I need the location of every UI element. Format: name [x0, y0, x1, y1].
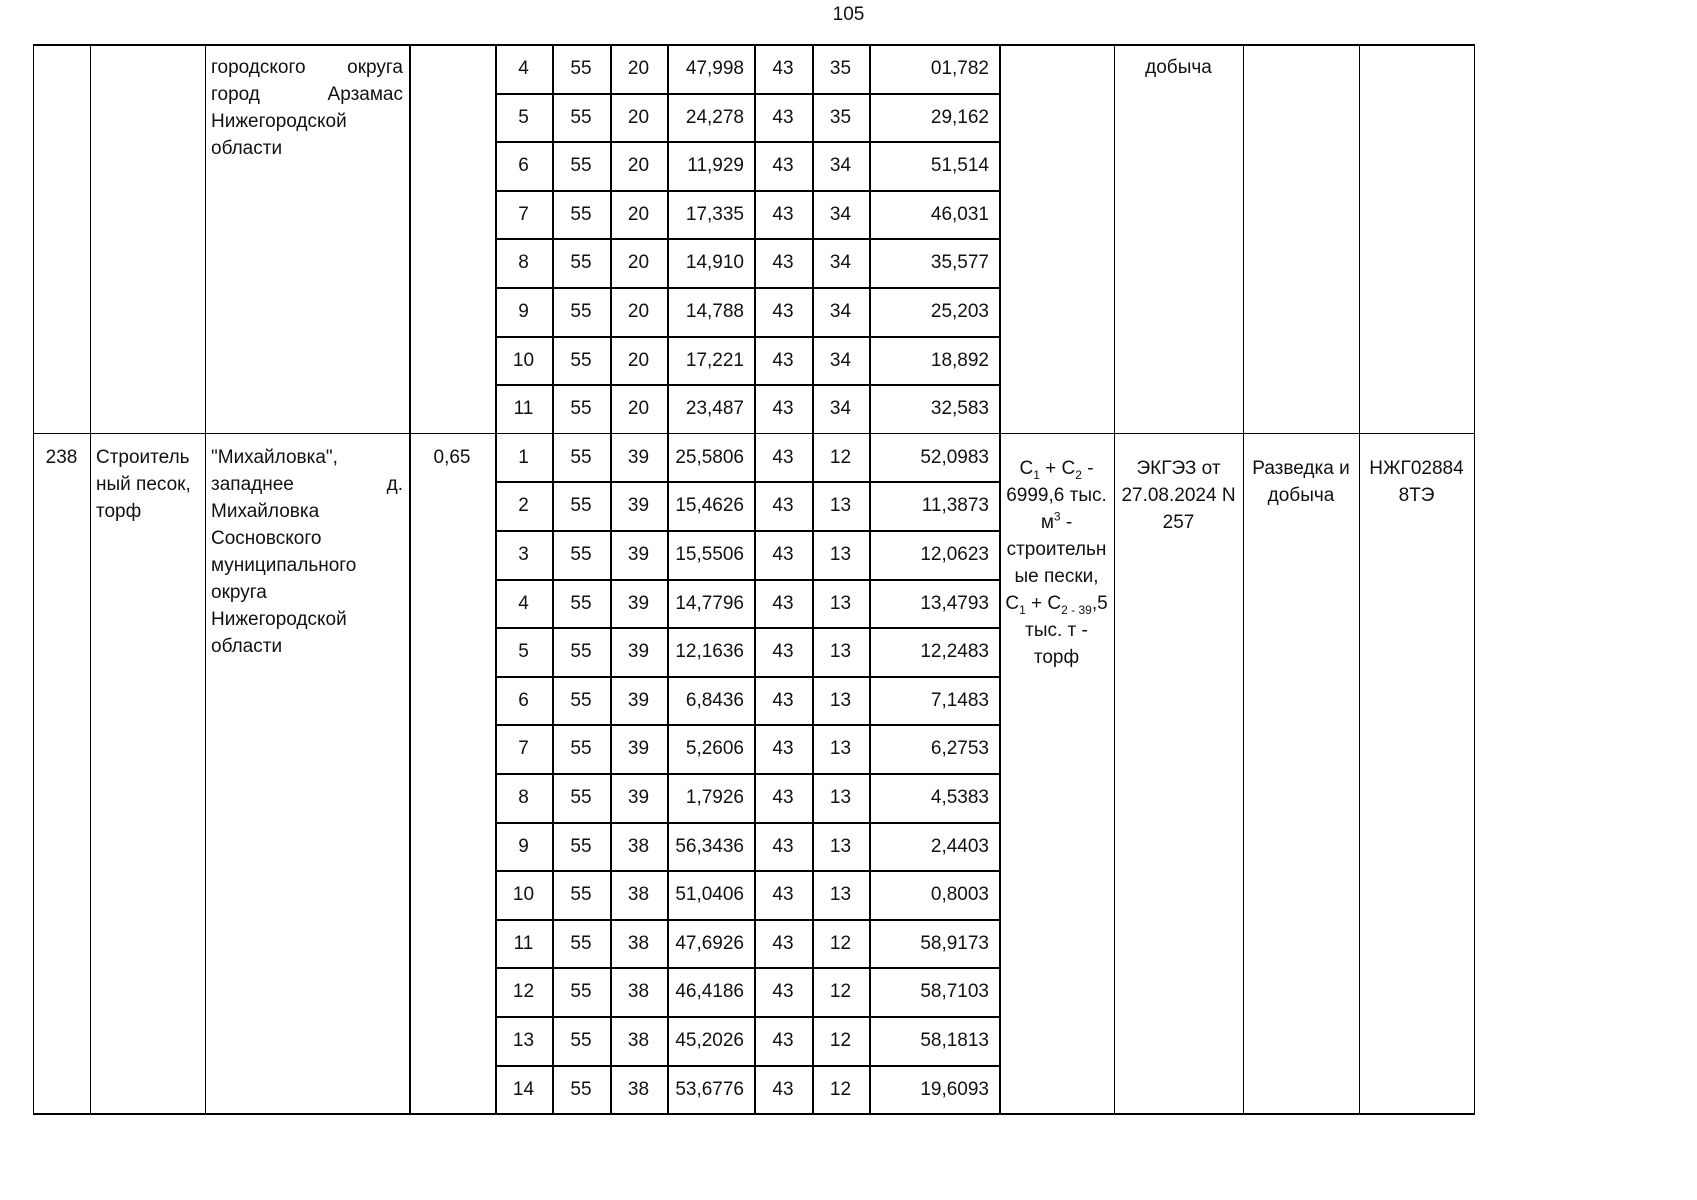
- coordinate-cell: 34: [829, 252, 852, 274]
- coordinate-cell: 43: [772, 301, 794, 322]
- coord-row-line: [495, 967, 999, 969]
- coordinate-cell: 39: [627, 592, 650, 614]
- coord-row-line: [495, 919, 999, 921]
- coordinate-cell: 34: [829, 301, 852, 322]
- mineral-type: Строитель ный песок, торф: [96, 446, 191, 522]
- coordinate-cell: 43: [772, 398, 794, 420]
- coordinate-cell: 55: [570, 544, 592, 565]
- coordinate-cell: 51,514: [930, 155, 989, 177]
- coordinate-cell: 58,7103: [920, 981, 989, 1003]
- coordinate-cell: 43: [772, 349, 794, 371]
- coordinate-cell: 43: [772, 592, 794, 614]
- approval-cell: ЭКГЭЗ от 27.08.2024 N 257: [1121, 457, 1236, 533]
- coordinate-cell: 20: [627, 58, 650, 79]
- area-value: 0,65: [433, 446, 471, 468]
- coordinate-cell: 6,2753: [930, 738, 989, 760]
- coord-row-line: [495, 1016, 999, 1018]
- coord-row-line: [495, 870, 999, 872]
- coordinate-cell: 55: [570, 592, 592, 614]
- coord-row-line: [495, 822, 999, 824]
- coordinate-cell: 55: [570, 446, 592, 468]
- coordinate-cell: 29,162: [930, 106, 989, 128]
- coordinate-cell: 55: [570, 398, 592, 420]
- coordinate-cell: 46,4186: [675, 981, 744, 1003]
- coordinate-cell: 34: [829, 349, 852, 371]
- coordinate-cell: 55: [570, 106, 592, 128]
- coordinate-cell: 25,5806: [675, 446, 744, 468]
- coordinate-cell: 39: [627, 738, 650, 760]
- coordinate-cell: 13: [829, 495, 852, 517]
- coord-row-line: [495, 724, 999, 726]
- coord-row-line: [495, 287, 999, 289]
- coordinate-cell: 39: [627, 446, 650, 468]
- coordinate-cell: 5,2606: [685, 738, 744, 760]
- coordinate-cell: 55: [570, 835, 592, 857]
- reserves-text: + C: [1039, 457, 1076, 479]
- coordinate-cell: 34: [829, 203, 852, 225]
- description-first-line: "Михайловка", западнее д.: [211, 446, 403, 495]
- coordinate-cell: 35: [829, 58, 852, 79]
- coordinate-cell: 6,8436: [685, 689, 744, 711]
- coordinate-cell: 38: [627, 835, 650, 857]
- coordinate-cell: 20: [627, 301, 650, 322]
- coordinate-cell: 43: [772, 544, 794, 565]
- coordinate-cell: 55: [570, 981, 592, 1003]
- coordinate-cell: 39: [627, 689, 650, 711]
- coordinate-cell: 39: [627, 787, 650, 808]
- coordinate-cell: 43: [772, 203, 794, 225]
- coord-row-line: [495, 481, 999, 483]
- coordinate-cell: 9: [518, 301, 529, 322]
- coordinate-cell: 10: [512, 349, 535, 371]
- coordinate-cell: 55: [570, 155, 592, 177]
- coordinate-cell: 12: [829, 981, 852, 1003]
- coordinate-cell: 24,278: [685, 106, 744, 128]
- coordinate-cell: 55: [570, 641, 592, 663]
- coord-row-line: [495, 1065, 999, 1067]
- coord-row-line: [495, 773, 999, 775]
- coord-row-line: [495, 676, 999, 678]
- coord-row-line: [495, 141, 999, 143]
- coordinate-cell: 9: [518, 835, 529, 857]
- subscript: 2 - 39: [1061, 602, 1092, 617]
- coordinate-cell: 51,0406: [675, 884, 744, 906]
- coord-row-line: [495, 238, 999, 240]
- coordinate-cell: 2,4403: [930, 835, 989, 857]
- coordinate-cell: 25,203: [930, 301, 989, 322]
- coordinate-cell: 55: [570, 689, 592, 711]
- coordinate-cell: 7: [518, 203, 529, 225]
- coordinate-cell: 35: [829, 106, 852, 128]
- coordinate-cell: 6: [518, 689, 529, 711]
- coordinate-cell: 55: [570, 203, 592, 225]
- coordinate-cell: 13: [512, 1030, 535, 1051]
- coord-row-line: [495, 579, 999, 581]
- coord-row-line: [495, 384, 999, 386]
- coordinate-cell: 55: [570, 252, 592, 274]
- coordinate-cell: 12,0623: [920, 544, 989, 565]
- coordinate-cell: 20: [627, 106, 650, 128]
- coordinate-cell: 20: [627, 155, 650, 177]
- coordinate-cell: 13: [829, 835, 852, 857]
- coordinate-cell: 01,782: [930, 58, 989, 79]
- coordinate-cell: 43: [772, 787, 794, 808]
- coordinate-cell: 43: [772, 446, 794, 468]
- reserves-text: C: [1019, 457, 1034, 479]
- coordinate-cell: 17,221: [685, 349, 744, 371]
- coord-row-line: [495, 530, 999, 532]
- coordinate-cell: 38: [627, 981, 650, 1003]
- coordinate-cell: 39: [627, 544, 650, 565]
- coordinate-cell: 46,031: [930, 203, 989, 225]
- coordinate-cell: 3: [518, 544, 529, 565]
- coordinate-cell: 13: [829, 787, 852, 808]
- coordinate-cell: 5: [518, 641, 529, 663]
- reserves-text: ,5 тыс. т - торф: [1025, 592, 1108, 668]
- coordinate-cell: 1,7926: [685, 787, 744, 808]
- object-description: городского округа город Арзамас Нижегородской области: [211, 57, 403, 159]
- coordinate-cell: 23,487: [685, 398, 744, 420]
- coordinate-cell: 4: [518, 592, 529, 614]
- reserves-text: + C: [1025, 592, 1062, 614]
- subscript: 1: [1019, 602, 1026, 617]
- coordinate-cell: 12: [829, 1078, 852, 1100]
- coordinate-cell: 1: [518, 446, 529, 468]
- coordinate-cell: 43: [772, 932, 794, 954]
- coordinate-cell: 12: [512, 981, 535, 1003]
- coordinate-cell: 53,6776: [675, 1078, 744, 1100]
- coordinate-cell: 11,3873: [921, 495, 989, 517]
- coordinate-cell: 47,998: [685, 58, 744, 79]
- coord-row-line: [495, 190, 999, 192]
- coordinate-cell: 38: [627, 932, 650, 954]
- coordinate-cell: 58,9173: [920, 932, 989, 954]
- coord-row-line: [495, 93, 999, 95]
- coordinate-cell: 20: [627, 349, 650, 371]
- coordinate-cell: 43: [772, 495, 794, 517]
- object-description: [205, 444, 409, 1113]
- coordinate-cell: 20: [627, 398, 650, 420]
- coordinate-cell: 47,6926: [675, 932, 744, 954]
- coordinate-cell: 55: [570, 738, 592, 760]
- coordinate-cell: 43: [772, 106, 794, 128]
- coordinate-cell: 55: [570, 932, 592, 954]
- coordinate-cell: 15,5506: [675, 544, 744, 565]
- coordinate-cell: 2: [518, 495, 529, 517]
- column-line: [1474, 44, 1475, 1114]
- coordinate-cell: 55: [570, 301, 592, 322]
- coordinate-cell: 43: [772, 981, 794, 1003]
- coordinate-cell: 55: [570, 787, 592, 808]
- coordinate-cell: 58,1813: [920, 1030, 989, 1051]
- coordinate-cell: 55: [570, 58, 592, 79]
- coordinate-cell: 39: [627, 641, 650, 663]
- coordinate-cell: 20: [627, 252, 650, 274]
- superscript: 3: [1053, 509, 1061, 524]
- coordinate-cell: 43: [772, 58, 794, 79]
- coord-row-line: [495, 336, 999, 338]
- coordinate-cell: 20: [627, 203, 650, 225]
- coordinate-cell: 43: [772, 155, 794, 177]
- coordinate-cell: 17,335: [685, 203, 744, 225]
- coordinate-cell: 18,892: [930, 349, 989, 371]
- purpose-cell: Разведка и добыча: [1252, 457, 1350, 506]
- coordinate-cell: 35,577: [930, 252, 989, 274]
- subscript: 2: [1075, 467, 1082, 482]
- coord-row-line: [495, 627, 999, 629]
- coordinate-cell: 38: [627, 1030, 650, 1051]
- coordinate-cell: 14,7796: [675, 592, 744, 614]
- subscript: 1: [1033, 467, 1040, 482]
- coordinate-cell: 19,6093: [920, 1078, 989, 1100]
- coordinate-cell: 13: [829, 738, 852, 760]
- reserves-text: - 6999,6 тыс. м: [1006, 457, 1107, 533]
- coordinate-cell: 12,2483: [920, 641, 989, 663]
- coordinate-cell: 55: [570, 495, 592, 517]
- coordinate-cell: 34: [829, 155, 852, 177]
- coordinate-cell: 43: [772, 1078, 794, 1100]
- page-number: 105: [832, 4, 865, 25]
- coordinate-cell: 12,1636: [675, 641, 744, 663]
- coordinate-cell: 52,0983: [920, 446, 989, 468]
- coordinate-cell: 43: [772, 835, 794, 857]
- license-number: НЖГ02884 8ТЭ: [1369, 457, 1464, 506]
- coordinate-cell: 13: [829, 544, 852, 565]
- coordinate-cell: 4,5383: [930, 787, 989, 808]
- coordinate-cell: 55: [570, 1078, 592, 1100]
- coordinate-cell: 7,1483: [930, 689, 989, 711]
- reserves-cell: [999, 444, 1114, 1113]
- coordinate-cell: 38: [627, 884, 650, 906]
- coordinate-cell: 13,4793: [920, 592, 989, 614]
- coordinate-cell: 32,583: [930, 398, 989, 420]
- coordinate-cell: 43: [772, 738, 794, 760]
- coordinate-cell: 12: [829, 446, 852, 468]
- coordinate-cell: 12: [829, 1030, 852, 1051]
- coordinate-cell: 43: [772, 884, 794, 906]
- coordinate-cell: 10: [512, 884, 535, 906]
- reserves-text: - строительн ые пески, C: [1005, 511, 1107, 614]
- coordinate-cell: 14,788: [685, 301, 744, 322]
- coordinate-cell: 15,4626: [675, 495, 744, 517]
- coordinate-cell: 11: [513, 932, 534, 954]
- coordinate-cell: 4: [518, 58, 529, 79]
- coordinate-cell: 8: [518, 787, 529, 808]
- coordinate-cell: 6: [518, 155, 529, 177]
- coordinate-cell: 12: [829, 932, 852, 954]
- coordinate-cell: 39: [627, 495, 650, 517]
- coordinate-cell: 56,3436: [675, 835, 744, 857]
- coordinate-cell: 55: [570, 1030, 592, 1051]
- coordinate-cell: 8: [518, 252, 529, 274]
- coordinate-cell: 11,929: [687, 155, 744, 177]
- coordinate-cell: 43: [772, 689, 794, 711]
- coordinate-cell: 14: [512, 1078, 535, 1100]
- description-rest: Михайловка Сосновского муниципального округа Нижегородской области: [211, 500, 357, 657]
- coordinate-cell: 13: [829, 592, 852, 614]
- coordinate-cell: 7: [518, 738, 529, 760]
- coordinate-cell: 0,8003: [930, 884, 989, 906]
- coordinate-cell: 55: [570, 884, 592, 906]
- row-number: 238: [45, 446, 78, 468]
- coordinate-cell: 5: [518, 106, 529, 128]
- coordinate-cell: 55: [570, 349, 592, 371]
- coordinate-cell: 13: [829, 884, 852, 906]
- coordinate-cell: 43: [772, 1030, 794, 1051]
- coordinate-cell: 13: [829, 641, 852, 663]
- coordinate-cell: 43: [772, 252, 794, 274]
- coordinate-cell: 38: [627, 1078, 650, 1100]
- coordinate-cell: 45,2026: [675, 1030, 744, 1051]
- coordinate-cell: 43: [772, 641, 794, 663]
- purpose-cell: добыча: [1145, 57, 1212, 78]
- coordinate-cell: 11: [513, 398, 534, 420]
- coordinate-cell: 34: [829, 398, 852, 420]
- coordinate-cell: 14,910: [685, 252, 744, 274]
- coordinate-cell: 13: [829, 689, 852, 711]
